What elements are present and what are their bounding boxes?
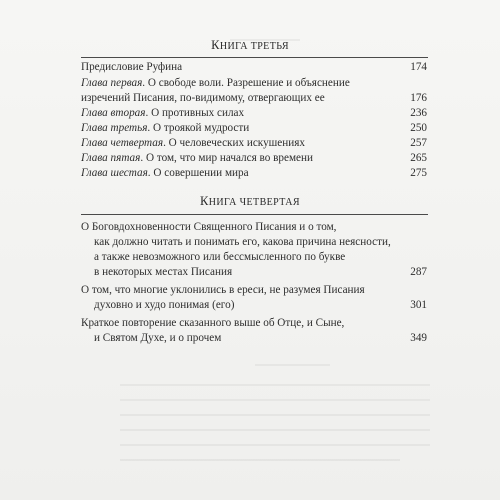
book-four-rule <box>81 214 428 215</box>
toc-entry-label <box>81 121 249 135</box>
leader <box>236 274 406 275</box>
leader <box>186 69 406 70</box>
toc-entry-book4-3-cont[interactable] <box>94 331 427 345</box>
toc-entry-label: Краткое повторение сказанного выше об Отце, и Сыне, <box>81 317 345 329</box>
toc-entry-label: духовно и худо понимая (его) <box>94 299 235 311</box>
chapter-title: . О противных силах <box>145 107 245 119</box>
toc-entry-page: 174 <box>410 61 427 73</box>
chapter-name: Глава пятая <box>81 152 141 164</box>
toc-entry-label: и Святом Духе, и о прочем <box>94 332 222 344</box>
toc-entry-label: Предисловие Руфина <box>81 61 183 73</box>
leader <box>329 100 407 101</box>
heading-rest: НИГА ЧЕТВЕРТАЯ <box>208 197 300 208</box>
toc-entry-label: О Боговдохновенности Священного Писания и о том, <box>81 221 337 233</box>
chapter-name: Глава третья <box>81 122 148 134</box>
toc-entry-page: 287 <box>410 266 427 278</box>
leader <box>225 340 406 341</box>
chapter-name: Глава первая <box>81 77 143 89</box>
toc-entry-page: 265 <box>410 152 427 164</box>
toc-entry-book4-3[interactable] <box>81 316 427 330</box>
leader <box>248 115 406 116</box>
book-three-heading <box>0 38 500 53</box>
toc-entry-chapter-4[interactable] <box>81 136 427 150</box>
toc-entry-page: 257 <box>410 137 427 149</box>
toc-entry-chapter-3[interactable] <box>81 121 427 135</box>
toc-entry-book4-2[interactable] <box>81 283 427 297</box>
toc-entry-label: а также невозможного или бессмысленного по букве <box>94 251 346 263</box>
book-three-rule <box>81 57 428 58</box>
leader <box>253 175 407 176</box>
leader <box>238 307 406 308</box>
toc-entry-page: 236 <box>410 107 427 119</box>
book-four-heading <box>0 194 500 209</box>
toc-entry-label <box>81 151 313 165</box>
leader <box>309 145 406 146</box>
toc-entry-label <box>81 136 305 150</box>
chapter-name: Глава шестая <box>81 167 148 179</box>
toc-entry-label: О том, что многие уклонились в ереси, не разумея Писания <box>81 284 365 296</box>
chapter-title: . О человеческих искушениях <box>163 137 305 149</box>
toc-entry-label: изречений Писания, по-видимому, отвергающих ее <box>81 92 325 104</box>
toc-entry-chapter-6[interactable] <box>81 166 427 180</box>
toc-entry-page: 301 <box>410 299 427 311</box>
toc-entry-chapter-1[interactable] <box>81 76 427 90</box>
heading-initial: К <box>211 38 220 52</box>
chapter-name: Глава вторая <box>81 107 146 119</box>
chapter-title: . О троякой мудрости <box>147 122 250 134</box>
toc-entry-page: 176 <box>410 92 427 104</box>
chapter-title: . О том, что мир начался во времени <box>140 152 313 164</box>
toc-entry-book4-1[interactable] <box>81 220 427 234</box>
toc-entry-preface[interactable] <box>81 60 427 74</box>
toc-entry-page: 275 <box>410 167 427 179</box>
chapter-title: . О свободе воли. Разрешение и объяснение <box>142 77 350 89</box>
toc-entry-label <box>81 166 249 180</box>
toc-entry-book4-2-cont[interactable] <box>94 298 427 312</box>
toc-entry-chapter-2[interactable] <box>81 106 427 120</box>
leader <box>253 130 406 131</box>
toc-entry-label <box>81 106 244 120</box>
toc-entry-book4-1-cont[interactable] <box>94 235 427 249</box>
heading-rest: НИГА ТРЕТЬЯ <box>219 41 289 52</box>
toc-entry-page: 349 <box>410 332 427 344</box>
toc-entry-chapter-1-cont[interactable] <box>81 91 427 105</box>
chapter-name: Глава четвертая <box>81 137 164 149</box>
toc-entry-label <box>81 76 350 90</box>
toc-entry-page: 250 <box>410 122 427 134</box>
toc-entry-label: как должно читать и понимать его, какова причина неясности, <box>94 236 391 248</box>
toc-entry-chapter-5[interactable] <box>81 151 427 165</box>
chapter-title: . О совершении мира <box>147 167 249 179</box>
toc-entry-label: в некоторых местах Писания <box>94 266 233 278</box>
toc-entry-book4-1-cont[interactable] <box>94 265 427 279</box>
heading-initial: К <box>200 194 209 208</box>
toc-entry-book4-1-cont[interactable] <box>94 250 427 264</box>
leader <box>317 160 406 161</box>
